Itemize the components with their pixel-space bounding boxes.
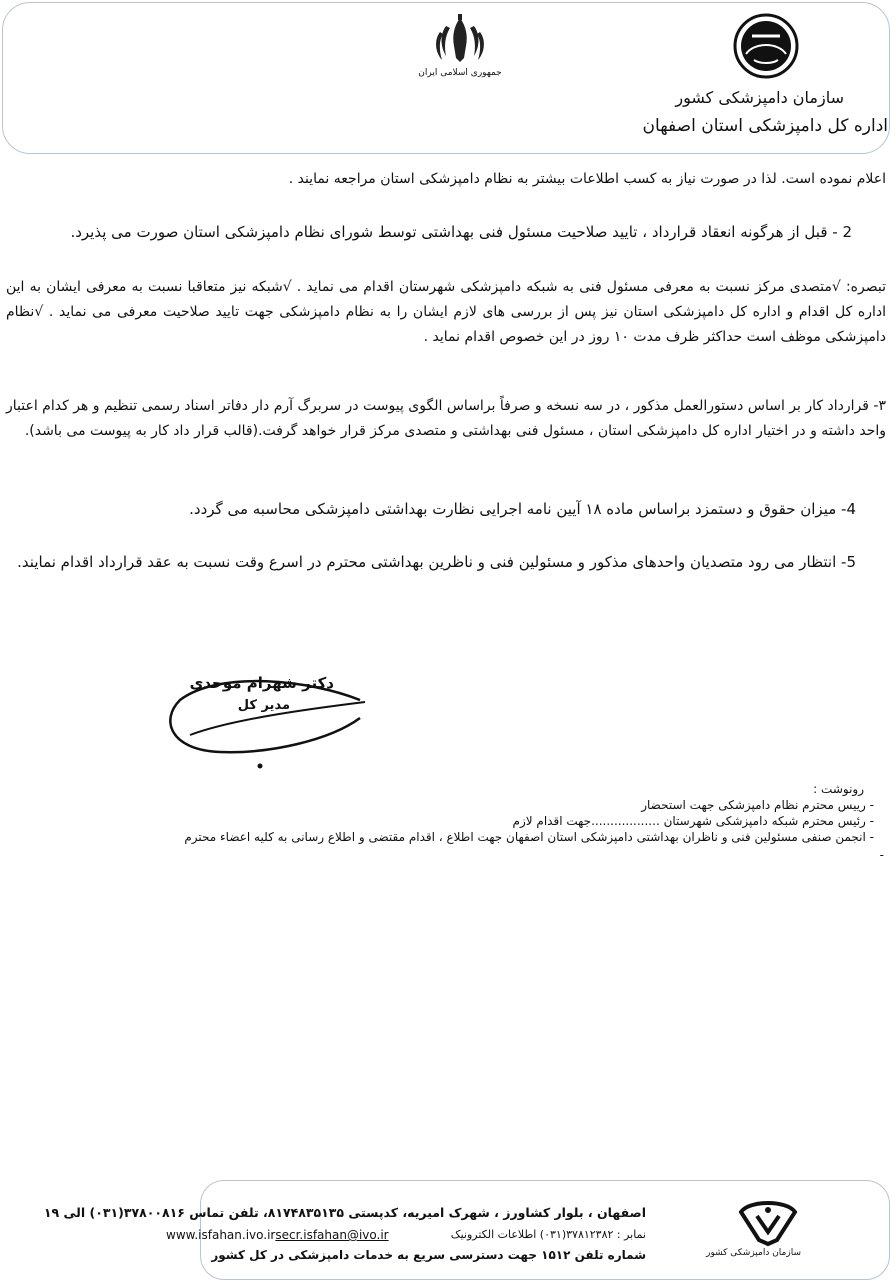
ivo-footer-logo [706,1196,801,1266]
cc-line: - انجمن صنفی مسئولین فنی و ناظران بهداشتی دامپزشکی استان اصفهان جهت اطلاع ، اقدام مقتضی و اطلاع رسانی به کلیه اعضاء محترم [184,830,874,844]
cc-line: - رئیس محترم شبکه دامپزشکی شهرستان ..................جهت اقدام لازم [512,814,874,828]
footer-fax: نمابر : ۳۷۸۱۲۳۸۲(۰۳۱) اطلاعات الکترونیک [450,1228,646,1241]
cc-heading: رونوشت : [813,782,864,796]
cc-line: - رییس محترم نظام دامپزشکی جهت استحضار [641,798,874,812]
cc-line: - [879,848,884,862]
jahad-keshavarzi-logo [732,12,800,80]
footer-website[interactable]: www.isfahan.ivo.ir [166,1228,276,1242]
org-subtitle: اداره کل دامپزشکی استان اصفهان [642,116,888,136]
footer-web [166,1228,389,1242]
footer-address: اصفهان ، بلوار کشاورز ، شهرک امیریه، کدپستی ۸۱۷۴۸۳۵۱۳۵، تلفن تماس ۳۷۸۰۰۸۱۶(۰۳۱) الی ۱۹ [43,1205,646,1220]
emblem-caption: جمهوری اسلامی ایران [418,68,502,78]
item-4-paragraph: 4- میزان حقوق و دستمزد براساس ماده ۱۸ آیین نامه اجرایی نظارت بهداشتی دامپزشکی محاسبه می گردد. [189,500,856,518]
footer-email[interactable]: secr.isfahan@ivo.ir [275,1228,389,1242]
intro-paragraph: اعلام نموده است. لذا در صورت نیاز به کسب اطلاعات بیشتر به نظام دامپزشکی استان مراجعه نمایند . [288,171,886,187]
note-paragraph: تبصره: √متصدی مرکز نسبت به معرفی مسئول فنی به شبکه دامپزشکی شهرستان اقدام می نماید . √شبکه نیز متعاقبا نسبت به معرفی ایشان به این اداره کل اقدام و اداره کل دامپزشکی استان نیز پس از بررسی های لازم ایشان را به نظام دامپزشکی جهت تایید صلاحیت معرفی می نماید . √نظام دامپزشکی موظف است حداکثر ظرف مدت ۱۰ روز در این خصوص اقدام نماید . [6,279,886,345]
footer-logo-caption: سازمان دامپزشکی کشور [706,1248,801,1258]
footer-hotline: شماره تلفن ۱۵۱۲ جهت دسترسی سریع به خدمات دامپزشکی در کل کشور [211,1248,646,1262]
org-title: سازمان دامپزشکی کشور [675,88,844,107]
ivo-logo-icon [735,1196,801,1248]
signatory-title: مدیر کل [237,698,290,713]
item-5-paragraph: 5- انتظار می رود متصدیان واحدهای مذکور و مسئولین فنی و ناظرین بهداشتی محترم در اسرع وقت نسبت به عقد قرارداد اقدام نمایند. [17,553,856,571]
iran-emblem-icon [418,12,502,68]
iran-emblem [418,12,502,84]
signature [160,660,370,775]
signatory-name: دکتر شهرام موحدی [189,674,334,692]
item-2-paragraph: 2 - قبل از هرگونه انعقاد قرارداد ، تایید صلاحیت مسئول فنی بهداشتی توسط شورای نظام دامپزشکی استان صورت می پذیرد. [70,223,852,241]
item-3-paragraph: ۳- قرارداد کار بر اساس دستورالعمل مذکور ، در سه نسخه و صرفاً براساس الگوی پیوست در سربرگ آرم دار دفاتر اسناد رسمی تنظیم و هر کدام اعتبار واحد داشته و در اختیار اداره کل دامپزشکی استان ، مسئول فنی بهداشتی و متصدی مرکز قرار خواهد گرفت.(قالب قرار داد کار به پیوست می باشد). [6,398,886,439]
